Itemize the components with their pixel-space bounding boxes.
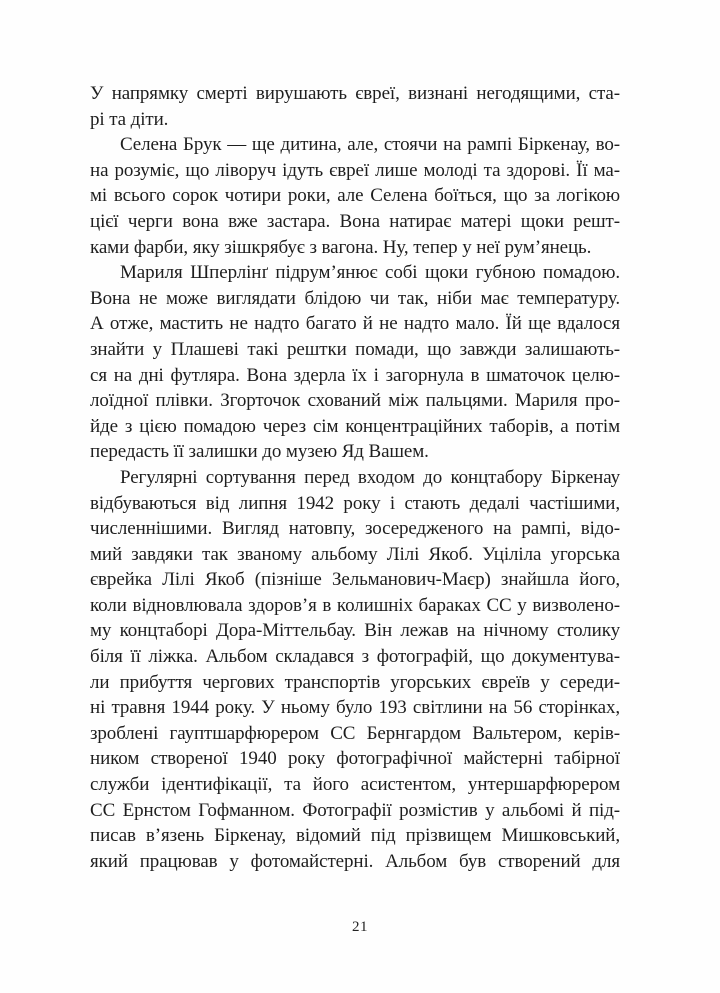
text-line: зроблені гауптшарфюрером СС Бернгардом Вальтером, керів- bbox=[90, 722, 620, 744]
text-line: писав в’язень Біркенау, відомий під прізвищем Мишковський, bbox=[90, 825, 620, 847]
text-line: єврейка Лілі Якоб (пізніше Зельманович-Маєр) знайшла його, bbox=[90, 569, 620, 591]
text-line: відбуваються від липня 1942 року і стають дедалі частішими, bbox=[90, 492, 620, 514]
text-line: знайти у Плашеві такі рештки помади, що завжди залишають- bbox=[90, 338, 620, 360]
text-line: служби ідентифікації, та його асистентом, унтершарфюрером bbox=[90, 774, 620, 796]
text-line: біля її ліжка. Альбом складався з фотографій, що документува- bbox=[90, 646, 620, 668]
text-line: му концтаборі Дора-Міттельбау. Він лежав на нічному столику bbox=[90, 620, 620, 642]
text-line: рі та діти. bbox=[90, 108, 169, 130]
text-line: на розуміє, що ліворуч ідуть євреї лише молоді та здорові. Її ма- bbox=[90, 159, 620, 181]
text-block bbox=[90, 81, 620, 874]
text-line: лоїдної плівки. Згорточок схований між пальцями. Мариля про- bbox=[90, 390, 620, 412]
text-line: ся на дні футляра. Вона здерла їх і загорнула в шматочок целю- bbox=[90, 364, 620, 386]
text-line: йде з цією помадою через сім концентраційних таборів, а потім bbox=[90, 415, 620, 437]
text-line: У напрямку смерті вирушають євреї, визнані негодящими, ста- bbox=[90, 83, 620, 104]
text-line: передасть її залишки до музею Яд Вашем. bbox=[90, 441, 429, 463]
text-line: А отже, мастить не надто багато й не надто мало. Їй ще вдалося bbox=[90, 313, 620, 335]
text-line: Селена Брук — ще дитина, але, стоячи на рампі Біркенау, во- bbox=[120, 134, 620, 156]
text-line: мі всього сорок чотири роки, але Селена боїться, що за логікою bbox=[90, 185, 620, 207]
text-line: мий завдяки так званому альбому Лілі Якоб. Уціліла угорська bbox=[90, 543, 620, 565]
page-number: 21 bbox=[352, 919, 368, 935]
text-line: який працював у фотомайстерні. Альбом був створений для bbox=[90, 850, 620, 872]
text-line: цієї черги вона вже застара. Вона натирає матері щоки решт- bbox=[90, 210, 620, 232]
text-line: Регулярні сортування перед входом до концтабору Біркенау bbox=[120, 466, 620, 488]
text-line: СС Ернстом Гофманном. Фотографії розмістив у альбомі й під- bbox=[90, 799, 620, 821]
text-line: Мариля Шперлінґ підрум’янює собі щоки губною помадою. bbox=[120, 262, 620, 284]
text-line: ли прибуття чергових транспортів угорських євреїв у середи- bbox=[90, 671, 620, 693]
text-line: ками фарби, яку зішкрябує з вагона. Ну, тепер у неї рум’янець. bbox=[90, 236, 592, 258]
text-line: коли відновлювала здоров’я в колишніх бараках СС у визволено- bbox=[90, 594, 620, 616]
text-line: ником створеної 1940 року фотографічної майстерні табірної bbox=[90, 748, 620, 770]
text-line: численнішими. Вигляд натовпу, зосередженого на рампі, відо- bbox=[90, 518, 620, 540]
text-line: ні травня 1944 року. У ньому було 193 світлини на 56 сторінках, bbox=[90, 697, 620, 719]
text-line: Вона не може виглядати блідою чи так, ніби має температуру. bbox=[90, 287, 620, 309]
